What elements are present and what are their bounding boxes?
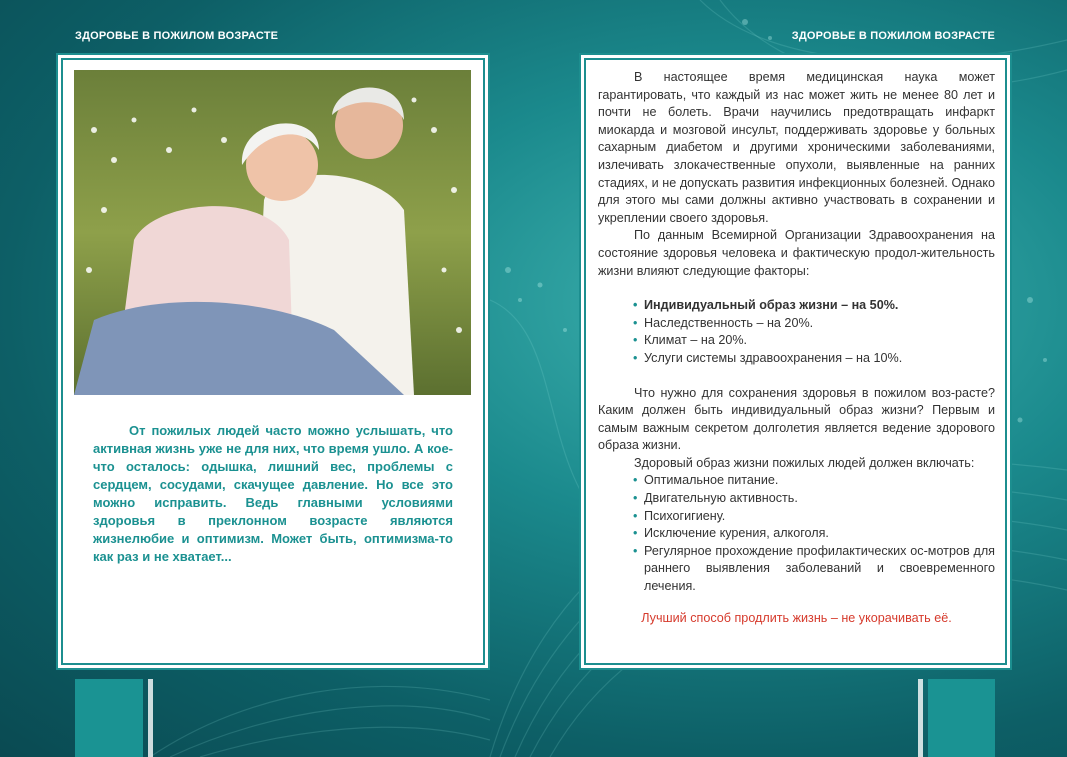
factors-list [598,297,995,367]
decor-strip-left [75,679,143,757]
list-item: • Индивидуальный образ жизни – на 50%. [633,297,995,315]
list-item: • Наследственность – на 20%. [633,315,995,333]
right-page [584,58,1007,665]
paragraph-lifestyle: Здоровый образ жизни пожилых людей должен включать: [634,455,975,470]
list-item: • Оптимальное питание. [633,472,995,490]
article-body [598,69,995,627]
list-item: • Психогигиену. [633,508,995,526]
decor-strip-right-thin [918,679,923,757]
list-item: • Исключение курения, алкоголя. [633,525,995,543]
header-title-right: ЗДОРОВЬЕ В ПОЖИЛОМ ВОЗРАСТЕ [791,30,995,42]
list-item: • Климат – на 20%. [633,332,995,350]
paragraph-question: Что нужно для сохранения здоровья в пожилом воз-расте? Каким должен быть индивидуальный образ жизни? Первым и самым важным секретом долголетия является ведение здорового образа жизни. [598,385,995,453]
paragraph-who: По данным Всемирной Организации Здравоохранения на состояние здоровья человека и фактическую продол-жительность жизни влияют следующие факторы: [598,228,995,278]
header-title-left: ЗДОРОВЬЕ В ПОЖИЛОМ ВОЗРАСТЕ [75,30,279,42]
elderly-couple-photo [74,70,471,395]
paragraph-intro: В настоящее время медицинская наука может гарантировать, что каждый из нас может жить не менее 80 лет и почти не болеть. Врачи научились предотвращать инфаркт миокарда и мозговой инсульт, поддерживать здоровье у больных сахарным диабетом и другими хроническими заболеваниями, излечивать злокачественные опухоли, выявленные на ранних стадиях, и не допускать развития инфекционных болезней. Однако для этого мы сами должны активно участвовать в сохранении и укреплении своего здоровья. [598,70,995,225]
list-item: • Двигательную активность. [633,490,995,508]
habits-list [598,472,995,595]
closing-slogan: Лучший способ продлить жизнь – не укорачивать её. [641,610,952,625]
left-page [61,58,485,665]
list-item: • Услуги системы здравоохранения – на 10%. [633,350,995,368]
intro-quote: От пожилых людей часто можно услышать, что активная жизнь уже не для них, что время ушло. А кое-что осталось: одышка, лишний вес, проблемы с сердцем, сосудами, скачущее давление. Но все это можно исправить. Ведь главными условиями здоровья в преклонном возрасте являются жизнелюбие и оптимизм. Может быть, оптимизма-то как раз и не хватает... [93,423,453,564]
list-item: • Регулярное прохождение профилактических ос-мотров для раннего выявления заболеваний и своевременного лечения. [633,543,995,596]
decor-strip-left-thin [148,679,153,757]
decor-strip-right [928,679,995,757]
